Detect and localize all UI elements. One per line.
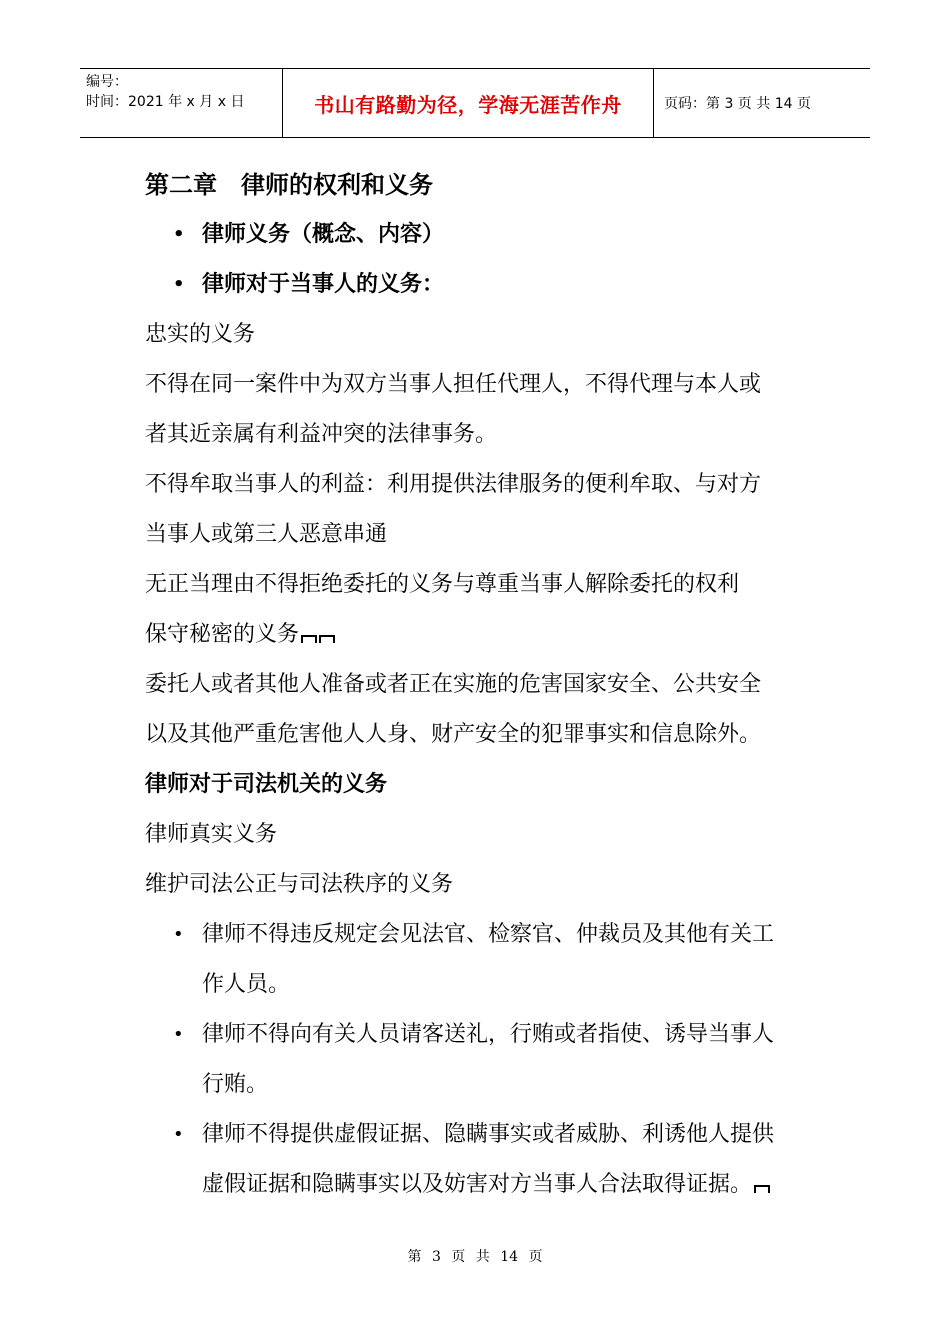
bullet-item: [145, 1010, 815, 1060]
bracket-mark-icon: [754, 1185, 770, 1193]
paragraph: 律师真实义务: [145, 822, 278, 847]
bracket-mark-icon: [319, 635, 335, 643]
header-page-info: 页码：第 3 页 共 14 页: [664, 96, 811, 112]
header-motto: 书山有路勤为径，学海无涯苦作舟: [282, 69, 654, 137]
bullet-continuation: 行贿。: [202, 1072, 269, 1097]
bullet-item: [145, 910, 815, 960]
paragraph-line: 当事人或第三人恶意串通: [145, 522, 388, 547]
bullet-continuation: [145, 1160, 815, 1210]
bullet-text: 律师不得提供虚假证据、隐瞒事实或者威胁、利诱他人提供: [202, 1122, 775, 1147]
bullet-continuation: 作人员。: [202, 972, 291, 997]
paragraph-with-marks: [145, 610, 815, 660]
header-left-cell: [80, 69, 282, 137]
paragraph-text: 保守秘密的义务: [145, 622, 300, 647]
paragraph-line: 不得在同一案件中为双方当事人担任代理人，不得代理与本人或: [145, 372, 762, 397]
paragraph-line: 以及其他严重危害他人人身、财产安全的犯罪事实和信息除外。: [145, 722, 762, 747]
bullet-text: 律师义务（概念、内容）: [202, 222, 445, 247]
bullet-dot-icon: •: [173, 924, 184, 945]
document-header: [80, 68, 870, 138]
bullet-text: 律师不得向有关人员请客送礼，行贿或者指使、诱导当事人: [202, 1022, 775, 1047]
date-label: 时间：2021 年 x 月 x 日: [86, 94, 245, 110]
document-body: [145, 160, 815, 1210]
bullet-dot-icon: •: [173, 274, 185, 295]
bullet-item: [145, 210, 815, 260]
serial-label: 编号：: [86, 74, 128, 90]
bullet-text: 律师对于当事人的义务：: [202, 272, 445, 297]
bullet-dot-icon: •: [173, 1124, 184, 1145]
bullet-text: 律师不得违反规定会见法官、检察官、仲裁员及其他有关工: [202, 922, 775, 947]
paragraph: 无正当理由不得拒绝委托的义务与尊重当事人解除委托的权利: [145, 572, 740, 597]
paragraph: 维护司法公正与司法秩序的义务: [145, 872, 454, 897]
bullet-dot-icon: •: [173, 1024, 184, 1045]
bullet-dot-icon: •: [173, 224, 185, 245]
bullet-item: [145, 260, 815, 310]
paragraph: 忠实的义务: [145, 322, 256, 347]
page-footer: 第 3 页 共 14 页: [407, 1249, 543, 1265]
bullet-text: 虚假证据和隐瞒事实以及妨害对方当事人合法取得证据。: [202, 1172, 753, 1197]
paragraph-line: 委托人或者其他人准备或者正在实施的危害国家安全、公共安全: [145, 672, 762, 697]
paragraph-line: 者其近亲属有利益冲突的法律事务。: [145, 422, 498, 447]
bullet-item: [145, 1110, 815, 1160]
bracket-mark-icon: [301, 635, 317, 643]
paragraph-line: 不得牟取当事人的利益：利用提供法律服务的便利牟取、与对方: [145, 472, 762, 497]
chapter-title: 第二章 律师的权利和义务: [145, 171, 433, 199]
section-heading: 律师对于司法机关的义务: [145, 772, 388, 797]
